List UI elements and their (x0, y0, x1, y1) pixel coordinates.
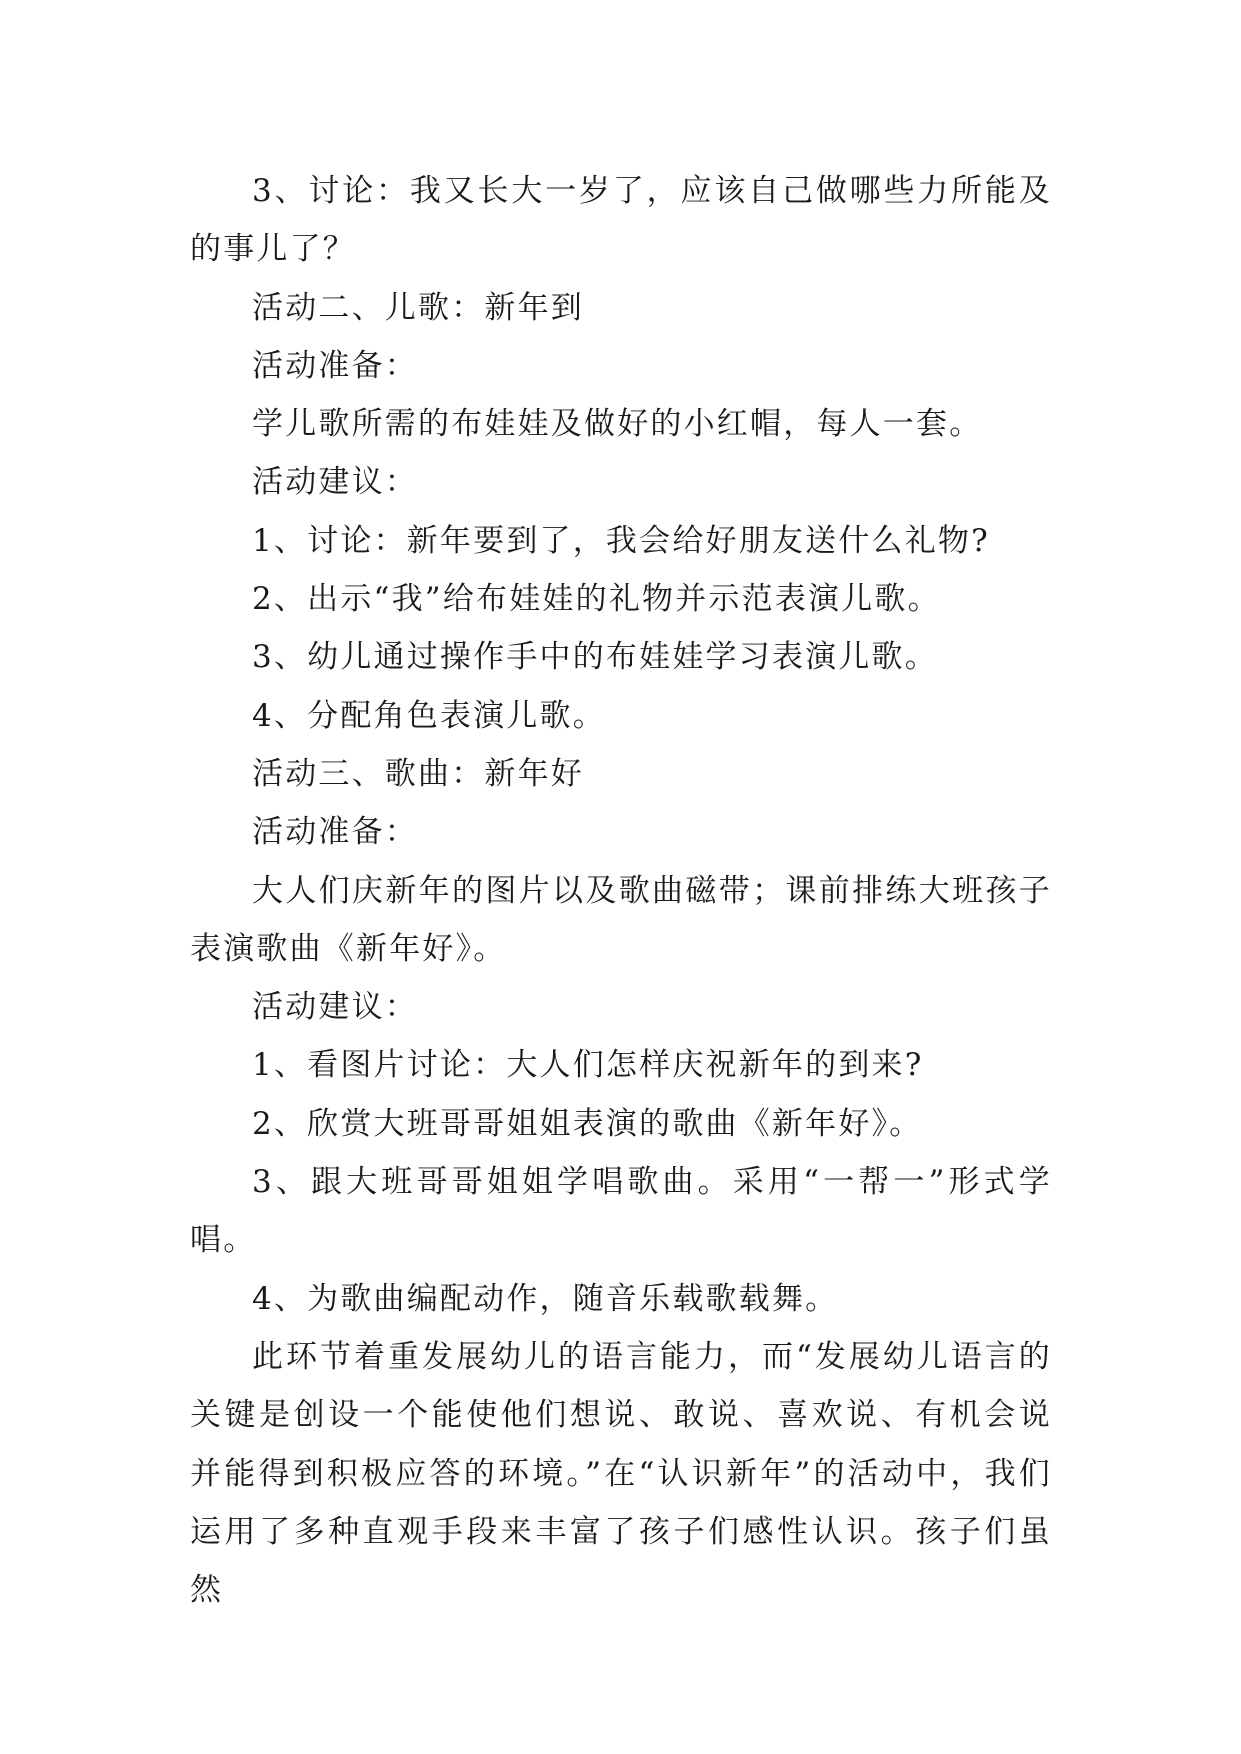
section-label: 活动建议： (252, 989, 418, 1026)
list-item: 2、欣赏大班哥哥姐姐表演的歌曲《新年好》。 (252, 1105, 923, 1142)
section-label: 活动准备： (252, 347, 418, 384)
paragraph: 此环节着重发展幼儿的语言能力，而“发展幼儿语言的关键是创设一个能使他们想说、敢说、喜欢说、有机会说并能得到积极应答的环境。”在“认识新年”的活动中，我们运用了多种直观手段来丰富了孩子们感性认识。孩子们虽然 (190, 1338, 1052, 1609)
paragraph: 3、讨论：我又长大一岁了，应该自己做哪些力所能及的事儿了？ (190, 173, 1052, 268)
activity-heading: 活动三、歌曲：新年好 (252, 755, 584, 792)
list-item: 1、讨论：新年要到了，我会给好朋友送什么礼物? (252, 522, 990, 559)
list-item: 4、分配角色表演儿歌。 (252, 697, 606, 734)
list-item: 4、为歌曲编配动作，随音乐载歌载舞。 (252, 1280, 839, 1317)
section-label: 活动准备： (252, 814, 418, 851)
document-body (190, 162, 1052, 1619)
list-item: 2、出示“我”给布娃娃的礼物并示范表演儿歌。 (252, 581, 941, 618)
list-item: 1、看图片讨论：大人们怎样庆祝新年的到来? (252, 1047, 924, 1084)
list-item: 3、跟大班哥哥姐姐学唱歌曲。采用“一帮一”形式学唱。 (190, 1164, 1052, 1259)
paragraph: 大人们庆新年的图片以及歌曲磁带；课前排练大班孩子表演歌曲《新年好》。 (190, 872, 1052, 967)
list-item: 3、幼儿通过操作手中的布娃娃学习表演儿歌。 (252, 639, 938, 676)
paragraph: 学儿歌所需的布娃娃及做好的小红帽，每人一套。 (252, 406, 983, 443)
section-label: 活动建议： (252, 464, 418, 501)
activity-heading: 活动二、儿歌：新年到 (252, 289, 584, 326)
